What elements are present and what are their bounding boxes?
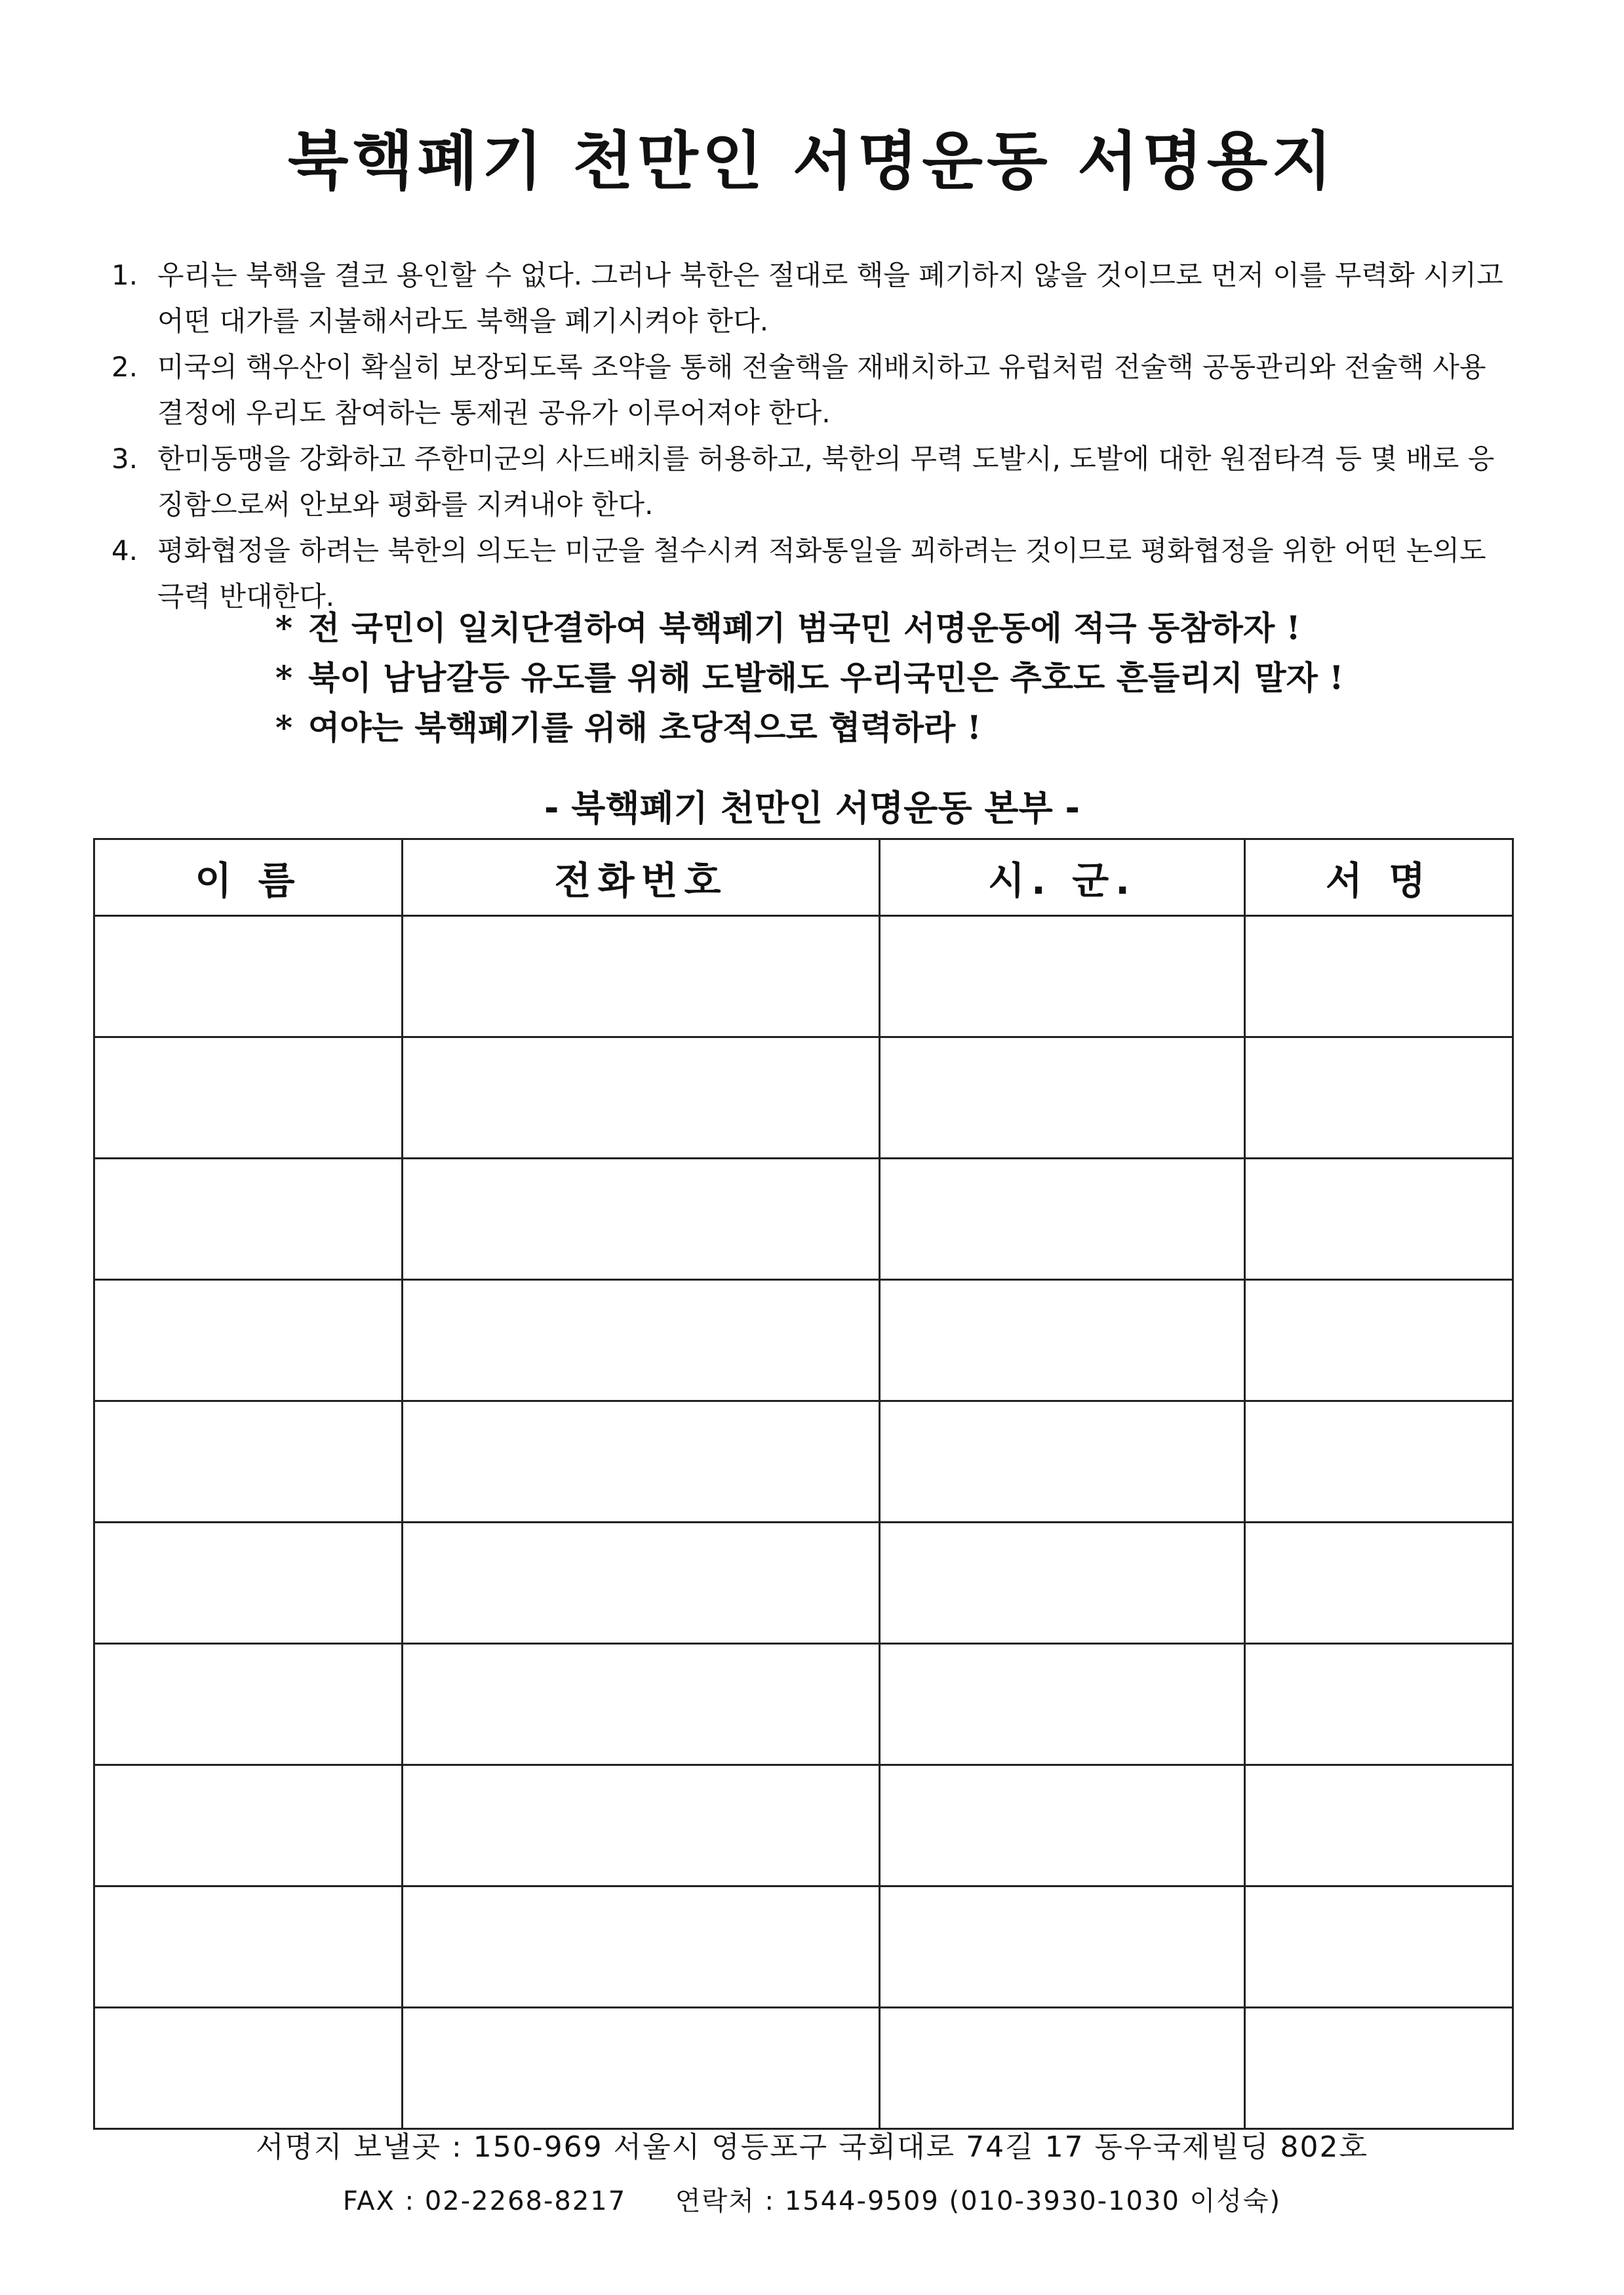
signature-table [93, 838, 1514, 2130]
city-cell[interactable] [880, 2008, 1245, 2129]
name-cell[interactable] [94, 1523, 403, 1644]
organizer-name: - 북핵폐기 천만인 서명운동 본부 - [544, 788, 1080, 829]
slogan-list [275, 603, 1554, 753]
city-cell[interactable] [880, 1401, 1245, 1523]
contact-number: 연락처 : 1544-9509 (010-3930-1030 이성숙) [675, 2186, 1282, 2216]
table-row [94, 1886, 1513, 2008]
table-row [94, 1644, 1513, 1765]
statement-item [111, 344, 1508, 436]
table-row [94, 2008, 1513, 2129]
contact-line [0, 2180, 1624, 2218]
name-cell[interactable] [94, 1644, 403, 1765]
slogan-text: 북이 남남갈등 유도를 위해 도발해도 우리국민은 추호도 흔들리지 말자 ! [308, 658, 1344, 697]
statement-text: 미국의 핵우산이 확실히 보장되도록 조약을 통해 전술핵을 재배치하고 유럽처럼 전술핵 공동관리와 전술핵 사용 결정에 우리도 참여하는 통제권 공유가 이루어져야 한다. [157, 351, 1486, 429]
phone-cell[interactable] [403, 1644, 880, 1765]
signature-cell[interactable] [1245, 1765, 1513, 1886]
phone-cell[interactable] [403, 1765, 880, 1886]
column-header-phone: 전화번호 [403, 839, 880, 916]
table-row [94, 1280, 1513, 1401]
signature-rows [94, 916, 1513, 2129]
slogan-item [275, 653, 1554, 703]
signature-cell[interactable] [1245, 1523, 1513, 1644]
phone-cell[interactable] [403, 2008, 880, 2129]
table-row [94, 1523, 1513, 1644]
signature-cell[interactable] [1245, 1886, 1513, 2008]
name-cell[interactable] [94, 1765, 403, 1886]
city-cell[interactable] [880, 1523, 1245, 1644]
city-cell[interactable] [880, 1159, 1245, 1280]
name-cell[interactable] [94, 2008, 403, 2129]
page-title: 북핵폐기 천만인 서명운동 서명용지 [287, 125, 1337, 198]
column-header-name: 이 름 [94, 839, 403, 916]
table-row [94, 916, 1513, 1037]
statement-number: 4. [111, 534, 138, 567]
signature-cell[interactable] [1245, 1280, 1513, 1401]
slogan-item [275, 703, 1554, 753]
name-cell[interactable] [94, 1886, 403, 2008]
phone-cell[interactable] [403, 1401, 880, 1523]
statement-number: 3. [111, 443, 138, 475]
table-row [94, 1401, 1513, 1523]
statement-text: 평화협정을 하려는 북한의 의도는 미군을 철수시켜 적화통일을 꾀하려는 것이므로 평화협정을 위한 어떤 논의도 극력 반대한다. [157, 534, 1486, 612]
statement-number: 1. [111, 259, 138, 291]
name-cell[interactable] [94, 1159, 403, 1280]
city-cell[interactable] [880, 1765, 1245, 1886]
phone-cell[interactable] [403, 1523, 880, 1644]
phone-cell[interactable] [403, 1886, 880, 2008]
table-row [94, 1765, 1513, 1886]
table-row [94, 1037, 1513, 1159]
city-cell[interactable] [880, 1644, 1245, 1765]
phone-cell[interactable] [403, 916, 880, 1037]
statement-text: 우리는 북핵을 결코 용인할 수 없다. 그러나 북한은 절대로 핵을 폐기하지 않을 것이므로 먼저 이를 무력화 시키고 어떤 대가를 지불해서라도 북핵을 폐기시켜야 한다. [157, 259, 1503, 337]
statement-text: 한미동맹을 강화하고 주한미군의 사드배치를 허용하고, 북한의 무력 도발시, 도발에 대한 원점타격 등 몇 배로 응징함으로써 안보와 평화를 지켜내야 한다. [157, 443, 1495, 521]
phone-cell[interactable] [403, 1037, 880, 1159]
table-header-row [94, 839, 1513, 916]
name-cell[interactable] [94, 1280, 403, 1401]
mailing-address: 서명지 보낼곳 : 150-969 서울시 영등포구 국회대로 74길 17 동우국제빌딩 802호 [255, 2130, 1369, 2164]
name-cell[interactable] [94, 916, 403, 1037]
phone-cell[interactable] [403, 1159, 880, 1280]
statement-list [111, 252, 1508, 620]
statement-number: 2. [111, 351, 138, 383]
statement-item [111, 252, 1508, 344]
city-cell[interactable] [880, 916, 1245, 1037]
signature-cell[interactable] [1245, 916, 1513, 1037]
asterisk-icon: * [275, 658, 293, 697]
name-cell[interactable] [94, 1037, 403, 1159]
column-header-signature: 서 명 [1245, 839, 1513, 916]
asterisk-icon: * [275, 708, 293, 747]
name-cell[interactable] [94, 1401, 403, 1523]
slogan-item [275, 603, 1554, 653]
slogan-text: 여야는 북핵폐기를 위해 초당적으로 협력하라 ! [308, 708, 981, 747]
city-cell[interactable] [880, 1037, 1245, 1159]
city-cell[interactable] [880, 1280, 1245, 1401]
asterisk-icon: * [275, 609, 293, 647]
signature-cell[interactable] [1245, 1159, 1513, 1280]
phone-cell[interactable] [403, 1280, 880, 1401]
city-cell[interactable] [880, 1886, 1245, 2008]
statement-item [111, 436, 1508, 528]
column-header-city: 시. 군. [880, 839, 1245, 916]
fax-number: FAX : 02-2268-8217 [342, 2186, 627, 2216]
signature-cell[interactable] [1245, 2008, 1513, 2129]
signature-cell[interactable] [1245, 1401, 1513, 1523]
slogan-text: 전 국민이 일치단결하여 북핵폐기 범국민 서명운동에 적극 동참하자 ! [308, 609, 1301, 647]
signature-cell[interactable] [1245, 1037, 1513, 1159]
signature-cell[interactable] [1245, 1644, 1513, 1765]
table-row [94, 1159, 1513, 1280]
